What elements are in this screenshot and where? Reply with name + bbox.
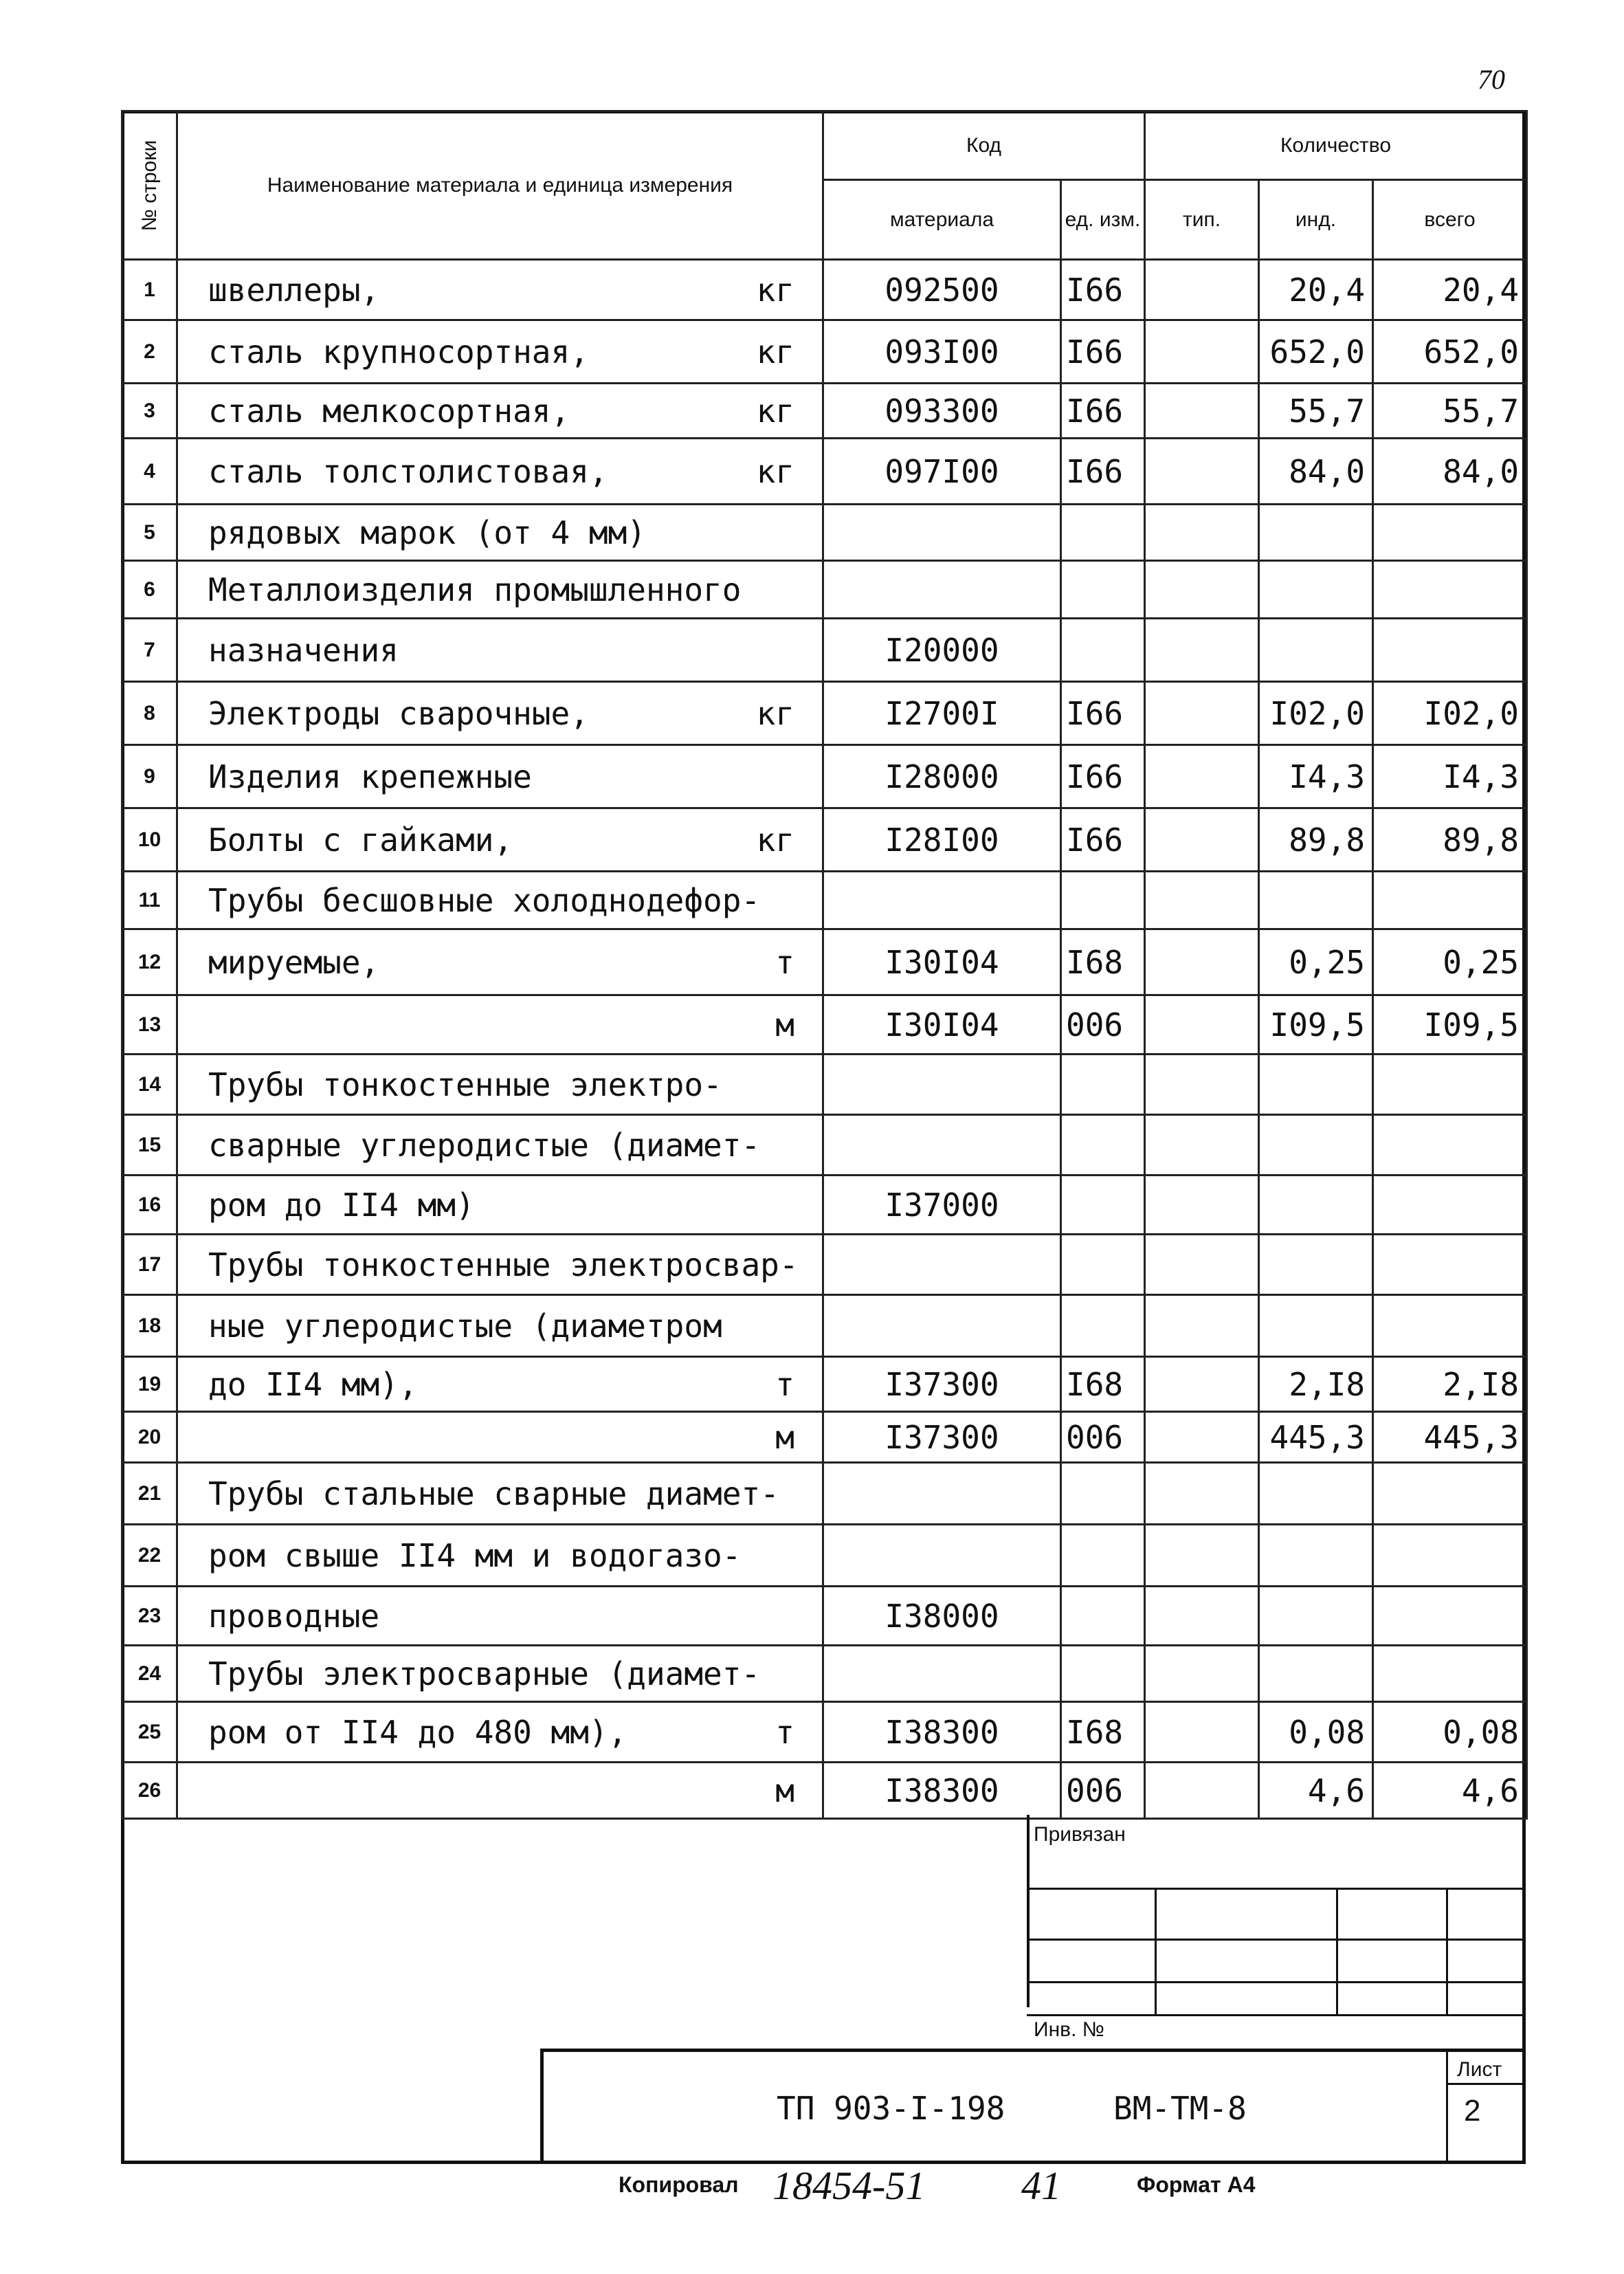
qty-total: 0,25: [1373, 929, 1527, 995]
sheet-cell-line: [1446, 2083, 1526, 2085]
sheet-number: 2: [1464, 2094, 1481, 2128]
unit-code: I66: [1061, 260, 1145, 320]
qty-ind: [1259, 1295, 1373, 1357]
qty-typ: [1145, 929, 1259, 995]
table-row: [122, 1463, 1527, 1525]
qty-typ: [1145, 1463, 1259, 1525]
unit-code: [1061, 619, 1145, 682]
project-code: ТП 903-I-198: [777, 2090, 1005, 2127]
material-name-text: рядовых марок (от 4 мм): [208, 514, 646, 551]
material-name: [177, 1235, 823, 1295]
stamp-line: [1027, 2014, 1526, 2016]
qty-ind: [1259, 505, 1373, 561]
material-name-text: сталь толстолистовая,: [208, 452, 608, 490]
qty-typ: [1145, 808, 1259, 872]
material-table: [121, 110, 1528, 1820]
table-row: [122, 808, 1527, 872]
unit-code: [1061, 1463, 1145, 1525]
row-number: 2: [122, 320, 177, 384]
qty-ind: 0,08: [1259, 1702, 1373, 1763]
table-row: [122, 1175, 1527, 1235]
qty-total: [1373, 1587, 1527, 1646]
qty-total: [1373, 561, 1527, 619]
unit-label: кг: [756, 452, 794, 490]
qty-total: [1373, 1525, 1527, 1587]
format-label: Формат А4: [1137, 2172, 1256, 2197]
material-name-text: Трубы электросварные (диамет-: [208, 1655, 761, 1692]
binding-label: Привязан: [1034, 1823, 1126, 1846]
unit-code: I68: [1061, 929, 1145, 995]
material-code: I37000: [823, 1175, 1061, 1235]
table-row: [122, 682, 1527, 745]
qty-total: 89,8: [1373, 808, 1527, 872]
row-number: 15: [122, 1115, 177, 1175]
qty-ind: 84,0: [1259, 439, 1373, 505]
material-code: 097I00: [823, 439, 1061, 505]
material-name: [177, 439, 823, 505]
material-name: [177, 1412, 823, 1463]
row-number: 8: [122, 682, 177, 745]
unit-code: [1061, 1235, 1145, 1295]
row-number: 23: [122, 1587, 177, 1646]
qty-total: [1373, 1175, 1527, 1235]
qty-total: [1373, 1646, 1527, 1702]
title-block-top: [540, 2049, 1526, 2052]
material-name-text: ром свыше II4 мм и водогазо-: [208, 1536, 742, 1574]
material-name: [177, 384, 823, 439]
row-number: 26: [122, 1763, 177, 1819]
qty-typ: [1145, 995, 1259, 1055]
unit-code: [1061, 1646, 1145, 1702]
material-name: [177, 1763, 823, 1819]
table-row: [122, 995, 1527, 1055]
material-name-text: Трубы тонкостенные электросвар-: [208, 1246, 799, 1283]
material-code: [823, 872, 1061, 929]
stamp-line: [1027, 1981, 1526, 1983]
material-name: [177, 682, 823, 745]
title-block-left: [540, 2049, 544, 2164]
material-code: [823, 505, 1061, 561]
sheet-label: Лист: [1457, 2058, 1502, 2081]
qty-total: 84,0: [1373, 439, 1527, 505]
material-name-text: ром от II4 до 480 мм),: [208, 1713, 627, 1751]
material-name-text: ные углеродистые (диаметром: [208, 1307, 722, 1345]
row-number: 4: [122, 439, 177, 505]
row-number: 19: [122, 1357, 177, 1412]
unit-code: I66: [1061, 439, 1145, 505]
unit-code: [1061, 1525, 1145, 1587]
material-code: I37300: [823, 1412, 1061, 1463]
table-row: [122, 1055, 1527, 1115]
qty-ind: 445,3: [1259, 1412, 1373, 1463]
material-code: [823, 561, 1061, 619]
qty-typ: [1145, 384, 1259, 439]
table-row: [122, 929, 1527, 995]
material-code: [823, 1525, 1061, 1587]
qty-typ: [1145, 439, 1259, 505]
material-code: I28I00: [823, 808, 1061, 872]
qty-total: 0,08: [1373, 1702, 1527, 1763]
unit-label: т: [775, 1713, 794, 1751]
material-name: [177, 260, 823, 320]
sheet-mark: 70: [1478, 64, 1505, 95]
material-name: [177, 995, 823, 1055]
unit-code: I68: [1061, 1357, 1145, 1412]
table-row: [122, 320, 1527, 384]
qty-typ: [1145, 1235, 1259, 1295]
material-name: [177, 1115, 823, 1175]
row-number: 5: [122, 505, 177, 561]
table-row: [122, 1763, 1527, 1819]
qty-typ: [1145, 1357, 1259, 1412]
row-number: 11: [122, 872, 177, 929]
table-row: [122, 1235, 1527, 1295]
table-row: [122, 561, 1527, 619]
material-code: 093I00: [823, 320, 1061, 384]
qty-typ: [1145, 561, 1259, 619]
inventory-label: Инв. №: [1034, 2018, 1104, 2041]
material-name: [177, 1055, 823, 1115]
qty-typ: [1145, 1115, 1259, 1175]
unit-label: кг: [756, 821, 794, 859]
material-name: [177, 505, 823, 561]
qty-total: I02,0: [1373, 682, 1527, 745]
material-name-text: сталь крупносортная,: [208, 333, 589, 371]
row-number: 3: [122, 384, 177, 439]
material-name: [177, 929, 823, 995]
material-name: [177, 745, 823, 808]
unit-code: I66: [1061, 808, 1145, 872]
table-row: [122, 619, 1527, 682]
qty-total: [1373, 1055, 1527, 1115]
qty-ind: [1259, 1646, 1373, 1702]
header-code: Код: [823, 111, 1145, 180]
table-row: [122, 872, 1527, 929]
qty-typ: [1145, 1525, 1259, 1587]
copied-label: Копировал: [619, 2172, 739, 2197]
material-name-text: назначения: [208, 631, 399, 669]
qty-typ: [1145, 872, 1259, 929]
unit-label: м: [775, 1418, 794, 1456]
unit-label: кг: [756, 271, 794, 309]
material-code: I30I04: [823, 995, 1061, 1055]
material-code: I20000: [823, 619, 1061, 682]
qty-total: [1373, 872, 1527, 929]
material-code: I38300: [823, 1763, 1061, 1819]
material-name-text: Трубы стальные сварные диамет-: [208, 1475, 779, 1512]
qty-ind: [1259, 1115, 1373, 1175]
header-unit: ед. изм.: [1061, 180, 1145, 260]
qty-ind: I4,3: [1259, 745, 1373, 808]
qty-total: 445,3: [1373, 1412, 1527, 1463]
row-number: 21: [122, 1463, 177, 1525]
copy-number: 18454-51: [772, 2163, 926, 2208]
row-number: 17: [122, 1235, 177, 1295]
material-name-text: Изделия крепежные: [208, 758, 532, 795]
table-row: [122, 1412, 1527, 1463]
qty-typ: [1145, 505, 1259, 561]
stamp-line: [1155, 1888, 1157, 2014]
material-name: [177, 1175, 823, 1235]
material-name: [177, 320, 823, 384]
qty-typ: [1145, 1055, 1259, 1115]
row-number: 24: [122, 1646, 177, 1702]
qty-ind: I02,0: [1259, 682, 1373, 745]
qty-total: I09,5: [1373, 995, 1527, 1055]
unit-code: [1061, 505, 1145, 561]
material-code: [823, 1295, 1061, 1357]
row-number: 16: [122, 1175, 177, 1235]
header-material: материала: [823, 180, 1061, 260]
unit-code: [1061, 1587, 1145, 1646]
unit-code: [1061, 872, 1145, 929]
material-name-text: Электроды сварочные,: [208, 694, 589, 732]
header-total: всего: [1373, 180, 1527, 260]
qty-ind: 89,8: [1259, 808, 1373, 872]
material-code: [823, 1235, 1061, 1295]
qty-total: 55,7: [1373, 384, 1527, 439]
unit-code: [1061, 1295, 1145, 1357]
material-code: I28000: [823, 745, 1061, 808]
material-name: [177, 1646, 823, 1702]
unit-code: 006: [1061, 995, 1145, 1055]
material-code: I37300: [823, 1357, 1061, 1412]
table-row: [122, 1525, 1527, 1587]
material-name-text: мируемые,: [208, 943, 380, 981]
material-code: [823, 1646, 1061, 1702]
header-row-no: № строки: [122, 111, 177, 260]
material-name-text: проводные: [208, 1597, 380, 1635]
qty-ind: [1259, 1175, 1373, 1235]
header-name: Наименование материала и единица измерения: [177, 111, 823, 260]
stamp-divider: [1027, 1815, 1030, 2007]
unit-code: I66: [1061, 320, 1145, 384]
qty-typ: [1145, 320, 1259, 384]
material-name-text: Трубы бесшовные холоднодефор-: [208, 881, 761, 919]
qty-total: 4,6: [1373, 1763, 1527, 1819]
copy-sheet: 41: [1021, 2163, 1061, 2208]
unit-label: кг: [756, 694, 794, 732]
row-number: 9: [122, 745, 177, 808]
unit-code: I66: [1061, 745, 1145, 808]
material-name-text: ром до II4 мм): [208, 1186, 475, 1224]
unit-label: т: [775, 1365, 794, 1403]
material-name: [177, 808, 823, 872]
qty-ind: [1259, 1525, 1373, 1587]
qty-total: [1373, 619, 1527, 682]
unit-code: 006: [1061, 1412, 1145, 1463]
material-name: [177, 1702, 823, 1763]
qty-total: [1373, 1295, 1527, 1357]
material-name-text: швеллеры,: [208, 271, 380, 309]
qty-ind: [1259, 1587, 1373, 1646]
material-name: [177, 872, 823, 929]
qty-total: [1373, 1115, 1527, 1175]
material-name: [177, 561, 823, 619]
table-row: [122, 260, 1527, 320]
table-row: [122, 745, 1527, 808]
qty-typ: [1145, 1702, 1259, 1763]
material-name-text: сталь мелкосортная,: [208, 392, 570, 430]
qty-total: 2,I8: [1373, 1357, 1527, 1412]
qty-ind: [1259, 619, 1373, 682]
row-number: 6: [122, 561, 177, 619]
row-number: 7: [122, 619, 177, 682]
unit-code: [1061, 1175, 1145, 1235]
unit-code: I66: [1061, 682, 1145, 745]
unit-label: кг: [756, 392, 794, 430]
row-number: 10: [122, 808, 177, 872]
qty-typ: [1145, 682, 1259, 745]
header-quantity: Количество: [1145, 111, 1527, 180]
material-name: [177, 1587, 823, 1646]
qty-total: [1373, 505, 1527, 561]
material-code: 092500: [823, 260, 1061, 320]
material-name-text: Болты с гайками,: [208, 821, 513, 859]
qty-ind: [1259, 1235, 1373, 1295]
document-code: ВМ-ТМ-8: [1113, 2090, 1247, 2127]
row-number: 22: [122, 1525, 177, 1587]
table-row: [122, 1295, 1527, 1357]
material-code: I2700I: [823, 682, 1061, 745]
material-code: [823, 1115, 1061, 1175]
material-code: [823, 1055, 1061, 1115]
stamp-line: [1027, 1888, 1526, 1890]
material-name: [177, 619, 823, 682]
material-name: [177, 1525, 823, 1587]
material-code: I38000: [823, 1587, 1061, 1646]
qty-typ: [1145, 1295, 1259, 1357]
table-row: [122, 505, 1527, 561]
row-number: 13: [122, 995, 177, 1055]
stamp-line: [1336, 1888, 1338, 2014]
unit-label: м: [775, 1771, 794, 1809]
unit-code: [1061, 1055, 1145, 1115]
qty-total: [1373, 1463, 1527, 1525]
table-row: [122, 384, 1527, 439]
row-number: 20: [122, 1412, 177, 1463]
qty-ind: 0,25: [1259, 929, 1373, 995]
qty-ind: 652,0: [1259, 320, 1373, 384]
material-code: I30I04: [823, 929, 1061, 995]
material-name: [177, 1357, 823, 1412]
material-code: 093300: [823, 384, 1061, 439]
unit-code: [1061, 1115, 1145, 1175]
material-name-text: Трубы тонкостенные электро-: [208, 1066, 722, 1103]
qty-total: 652,0: [1373, 320, 1527, 384]
qty-ind: 20,4: [1259, 260, 1373, 320]
row-number: 25: [122, 1702, 177, 1763]
qty-ind: [1259, 872, 1373, 929]
qty-total: [1373, 1235, 1527, 1295]
qty-typ: [1145, 260, 1259, 320]
qty-typ: [1145, 1412, 1259, 1463]
qty-typ: [1145, 745, 1259, 808]
material-code: [823, 1463, 1061, 1525]
row-number: 12: [122, 929, 177, 995]
table-row: [122, 1357, 1527, 1412]
unit-code: [1061, 561, 1145, 619]
stamp-line: [1446, 1888, 1448, 2014]
header-typ: тип.: [1145, 180, 1259, 260]
qty-typ: [1145, 1175, 1259, 1235]
qty-total: I4,3: [1373, 745, 1527, 808]
unit-code: 006: [1061, 1763, 1145, 1819]
table-row: [122, 1646, 1527, 1702]
qty-typ: [1145, 619, 1259, 682]
qty-ind: 55,7: [1259, 384, 1373, 439]
header-ind: инд.: [1259, 180, 1373, 260]
material-name: [177, 1463, 823, 1525]
table-row: [122, 1587, 1527, 1646]
material-name: [177, 1295, 823, 1357]
material-name-text: сварные углеродистые (диамет-: [208, 1126, 761, 1164]
qty-total: 20,4: [1373, 260, 1527, 320]
qty-ind: 2,I8: [1259, 1357, 1373, 1412]
row-number: 18: [122, 1295, 177, 1357]
qty-ind: [1259, 1055, 1373, 1115]
material-name-text: до II4 мм),: [208, 1365, 418, 1403]
material-code: I38300: [823, 1702, 1061, 1763]
qty-ind: 4,6: [1259, 1763, 1373, 1819]
row-number: 14: [122, 1055, 177, 1115]
material-name-text: Металлоизделия промышленного: [208, 571, 742, 608]
qty-typ: [1145, 1646, 1259, 1702]
table-row: [122, 1702, 1527, 1763]
unit-code: I68: [1061, 1702, 1145, 1763]
unit-label: м: [775, 1006, 794, 1044]
qty-ind: [1259, 1463, 1373, 1525]
qty-typ: [1145, 1763, 1259, 1819]
sheet-cell-left: [1446, 2049, 1448, 2164]
row-number: 1: [122, 260, 177, 320]
qty-typ: [1145, 1587, 1259, 1646]
table-row: [122, 1115, 1527, 1175]
unit-label: кг: [756, 333, 794, 371]
table-row: [122, 439, 1527, 505]
unit-label: т: [775, 943, 794, 981]
stamp-line: [1027, 1939, 1526, 1941]
qty-ind: I09,5: [1259, 995, 1373, 1055]
unit-code: I66: [1061, 384, 1145, 439]
qty-ind: [1259, 561, 1373, 619]
